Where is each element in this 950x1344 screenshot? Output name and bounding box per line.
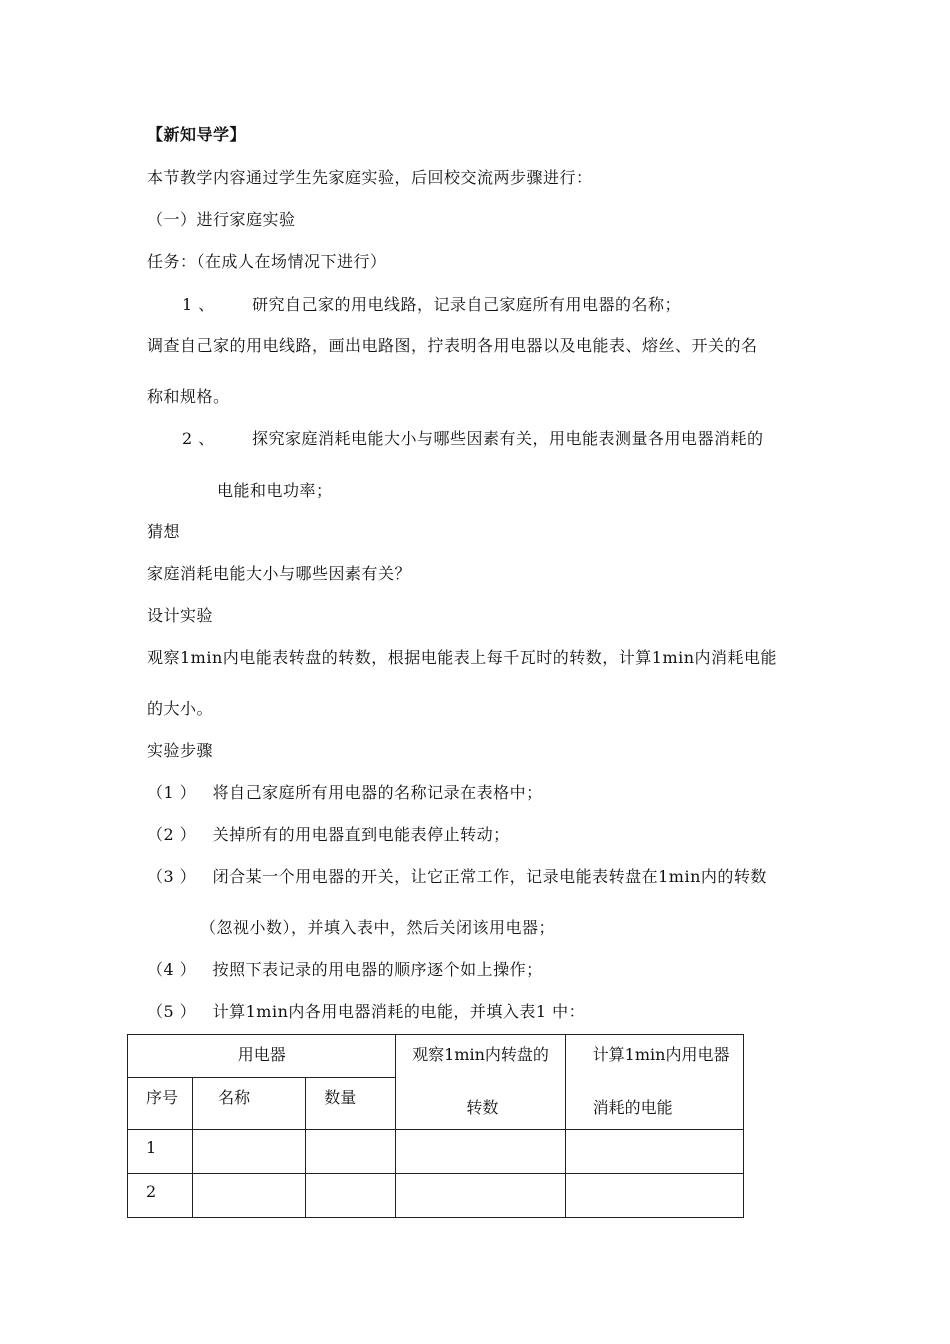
task-text: 任务：（在成人在场情况下进行） (147, 252, 387, 271)
row-cell (193, 1174, 306, 1218)
step-label: （1 ） (147, 783, 197, 802)
header-observed-line1: 观察1min内转盘的 (412, 1045, 549, 1064)
row-cell (306, 1130, 396, 1174)
step-text: 闭合某一个用电器的开关，让它正常工作，记录电能表转盘在1min内的转数 (212, 867, 767, 886)
row-number: 2 (146, 1182, 157, 1201)
step-text: 将自己家庭所有用电器的名称记录在表格中； (212, 783, 543, 802)
step-item (147, 780, 543, 803)
steps-title: 实验步骤 (147, 741, 214, 760)
section-heading: 【新知导学】 (147, 125, 247, 144)
step-text: 计算1min内各用电器消耗的电能，并填入表1 中： (212, 1002, 586, 1021)
row-number: 1 (146, 1138, 157, 1157)
task-item-2 (182, 426, 764, 449)
header-calc-line1: 计算1min内用电器 (592, 1045, 730, 1064)
header-appliance-group: 用电器 (128, 1035, 396, 1078)
design-text-line2: 的大小。 (147, 699, 214, 718)
header-observed-line2: 转数 (466, 1098, 499, 1117)
row-cell (565, 1130, 743, 1174)
step-label: （3 ） (147, 867, 197, 886)
guess-text: 家庭消耗电能大小与哪些因素有关？ (147, 564, 412, 583)
table-row (128, 1174, 744, 1218)
item-number: 2 、 (182, 429, 215, 448)
design-title: 设计实验 (147, 606, 214, 625)
item1-detail-line1: 调查自己家的用电线路，画出电路图，拧表明各用电器以及电能表、熔丝、开关的名 (147, 336, 758, 355)
header-calc-energy (565, 1035, 743, 1130)
header-name: 名称 (218, 1088, 251, 1107)
guess-title: 猜想 (147, 522, 181, 541)
step-label: （4 ） (147, 960, 197, 979)
item2-continuation: 电能和电功率； (217, 481, 333, 500)
header-observed-turns (396, 1035, 565, 1130)
header-calc-line2: 消耗的电能 (592, 1098, 673, 1117)
header-no: 序号 (146, 1088, 179, 1107)
item-text: 研究自己家的用电线路，记录自己家庭所有用电器的名称； (252, 295, 682, 314)
row-cell (565, 1174, 743, 1218)
design-text-line1: 观察1min内电能表转盘的转数，根据电能表上每千瓦时的转数，计算1min内消耗电能 (147, 648, 778, 667)
item-number: 1 、 (182, 295, 215, 314)
step-text: 按照下表记录的用电器的顺序逐个如上操作； (212, 960, 543, 979)
step-item (147, 999, 585, 1022)
step-text: 关掉所有的用电器直到电能表停止转动； (212, 825, 510, 844)
step-item (147, 957, 543, 980)
row-cell (396, 1130, 565, 1174)
row-cell (396, 1174, 565, 1218)
step-item (147, 822, 510, 845)
section-title: （一）进行家庭实验 (147, 210, 296, 229)
step3-continuation: （忽视小数），并填入表中，然后关闭该用电器； (200, 918, 556, 937)
task-item-1 (182, 292, 681, 315)
header-qty: 数量 (324, 1088, 357, 1107)
intro-text: 本节教学内容通过学生先家庭实验，后回校交流两步骤进行： (147, 168, 593, 187)
item1-detail-line2: 称和规格。 (147, 387, 230, 406)
step-label: （2 ） (147, 825, 197, 844)
row-cell (306, 1174, 396, 1218)
row-cell (193, 1130, 306, 1174)
step-label: （5 ） (147, 1002, 197, 1021)
item-text: 探究家庭消耗电能大小与哪些因素有关，用电能表测量各用电器消耗的 (252, 429, 764, 448)
step-item (147, 864, 767, 887)
table-row (128, 1130, 744, 1174)
record-table (127, 1034, 744, 1218)
